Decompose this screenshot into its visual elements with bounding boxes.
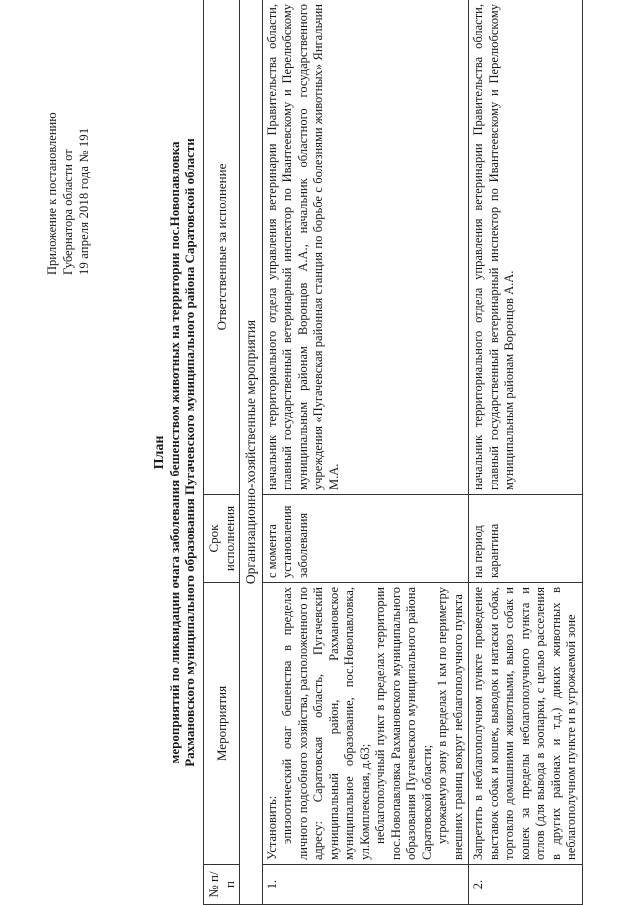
row-number: 2. bbox=[469, 865, 583, 905]
header-responsible: Ответственные за исполнение bbox=[204, 0, 240, 495]
appendix-line-2: Губернатора области от bbox=[61, 149, 75, 275]
document-title bbox=[152, 0, 197, 905]
measure-paragraph: угрожаемую зону в пределах 1 км по периметру внешних границ вокруг неблагополучного пункта bbox=[435, 587, 465, 860]
header-measures: Мероприятия bbox=[204, 583, 240, 865]
title-line-2: Рахмановского муниципального образования Пугачевского муниципального района Саратовской области bbox=[182, 138, 197, 767]
appendix-line-3: 19 апреля 2018 года № 191 bbox=[77, 127, 91, 275]
row-deadline: с момента установления заболевания bbox=[262, 495, 469, 583]
appendix-line-1: Приложение к постановлению bbox=[45, 112, 59, 275]
row-number: 1. bbox=[262, 865, 469, 905]
appendix-note bbox=[44, 20, 92, 275]
table-row bbox=[469, 0, 583, 905]
row-measure: Запретить в неблагополучном пункте проведение выставок собак и кошек, выводок и натаски собак, торговлю домашними животными, вывоз собак и кошек за пределы неблагополучного пункта и отлов (для вывода в зоопарки, с целью расселения в других районах и т.д.) диких животных в неблагополучном пункте и в угрожаемой зоне bbox=[469, 583, 583, 865]
row-measure bbox=[262, 583, 469, 865]
table-row bbox=[262, 0, 469, 905]
section-row bbox=[240, 0, 263, 905]
measure-paragraph: неблагополучный пункт в пределах территории пос.Новопавловка Рахмановского муниципального образования Пугачевского муниципального района Саратовской области; bbox=[373, 587, 434, 860]
row-responsible: начальник территориального отдела управления ветеринарии Правительства области, главный государственный ветеринарный инспектор по Ивантеевскому и Перелюбскому муниципальным районам Воронцов А.А., начальник областного государственного учреждения «Пугачевская районная станция по борьбе с болезнями животных» Янгальчин М.А. bbox=[262, 0, 469, 495]
title-line-1: мероприятий по ликвидации очага заболевания бешенством животных на территории пос.Новопавловка bbox=[167, 141, 182, 764]
title-heading: План bbox=[152, 435, 167, 470]
section-title: Организационно-хозяйственные мероприятия bbox=[240, 0, 263, 905]
row-deadline: на период карантина bbox=[469, 495, 583, 583]
header-deadline: Срок исполнения bbox=[204, 495, 240, 583]
header-num: № п/п bbox=[204, 865, 240, 905]
header-row bbox=[204, 0, 240, 905]
plan-table bbox=[203, 0, 583, 905]
measure-intro: Установить: bbox=[264, 795, 279, 860]
measure-paragraph: эпизоотический очаг бешенства в пределах личного подсобного хозяйства, расположенного по адресу: Саратовская область, Пугачевский муниципальный район, Рахмановское муниципальное образование, пос.Новопавловка, ул.Комплексная, д.63; bbox=[280, 587, 372, 860]
row-responsible: начальник территориального отдела управления ветеринарии Правительства области, главный государственный ветеринарный инспектор по Ивантеевскому и Перелюбскому муниципальным районам Воронцов А.А. bbox=[469, 0, 583, 495]
